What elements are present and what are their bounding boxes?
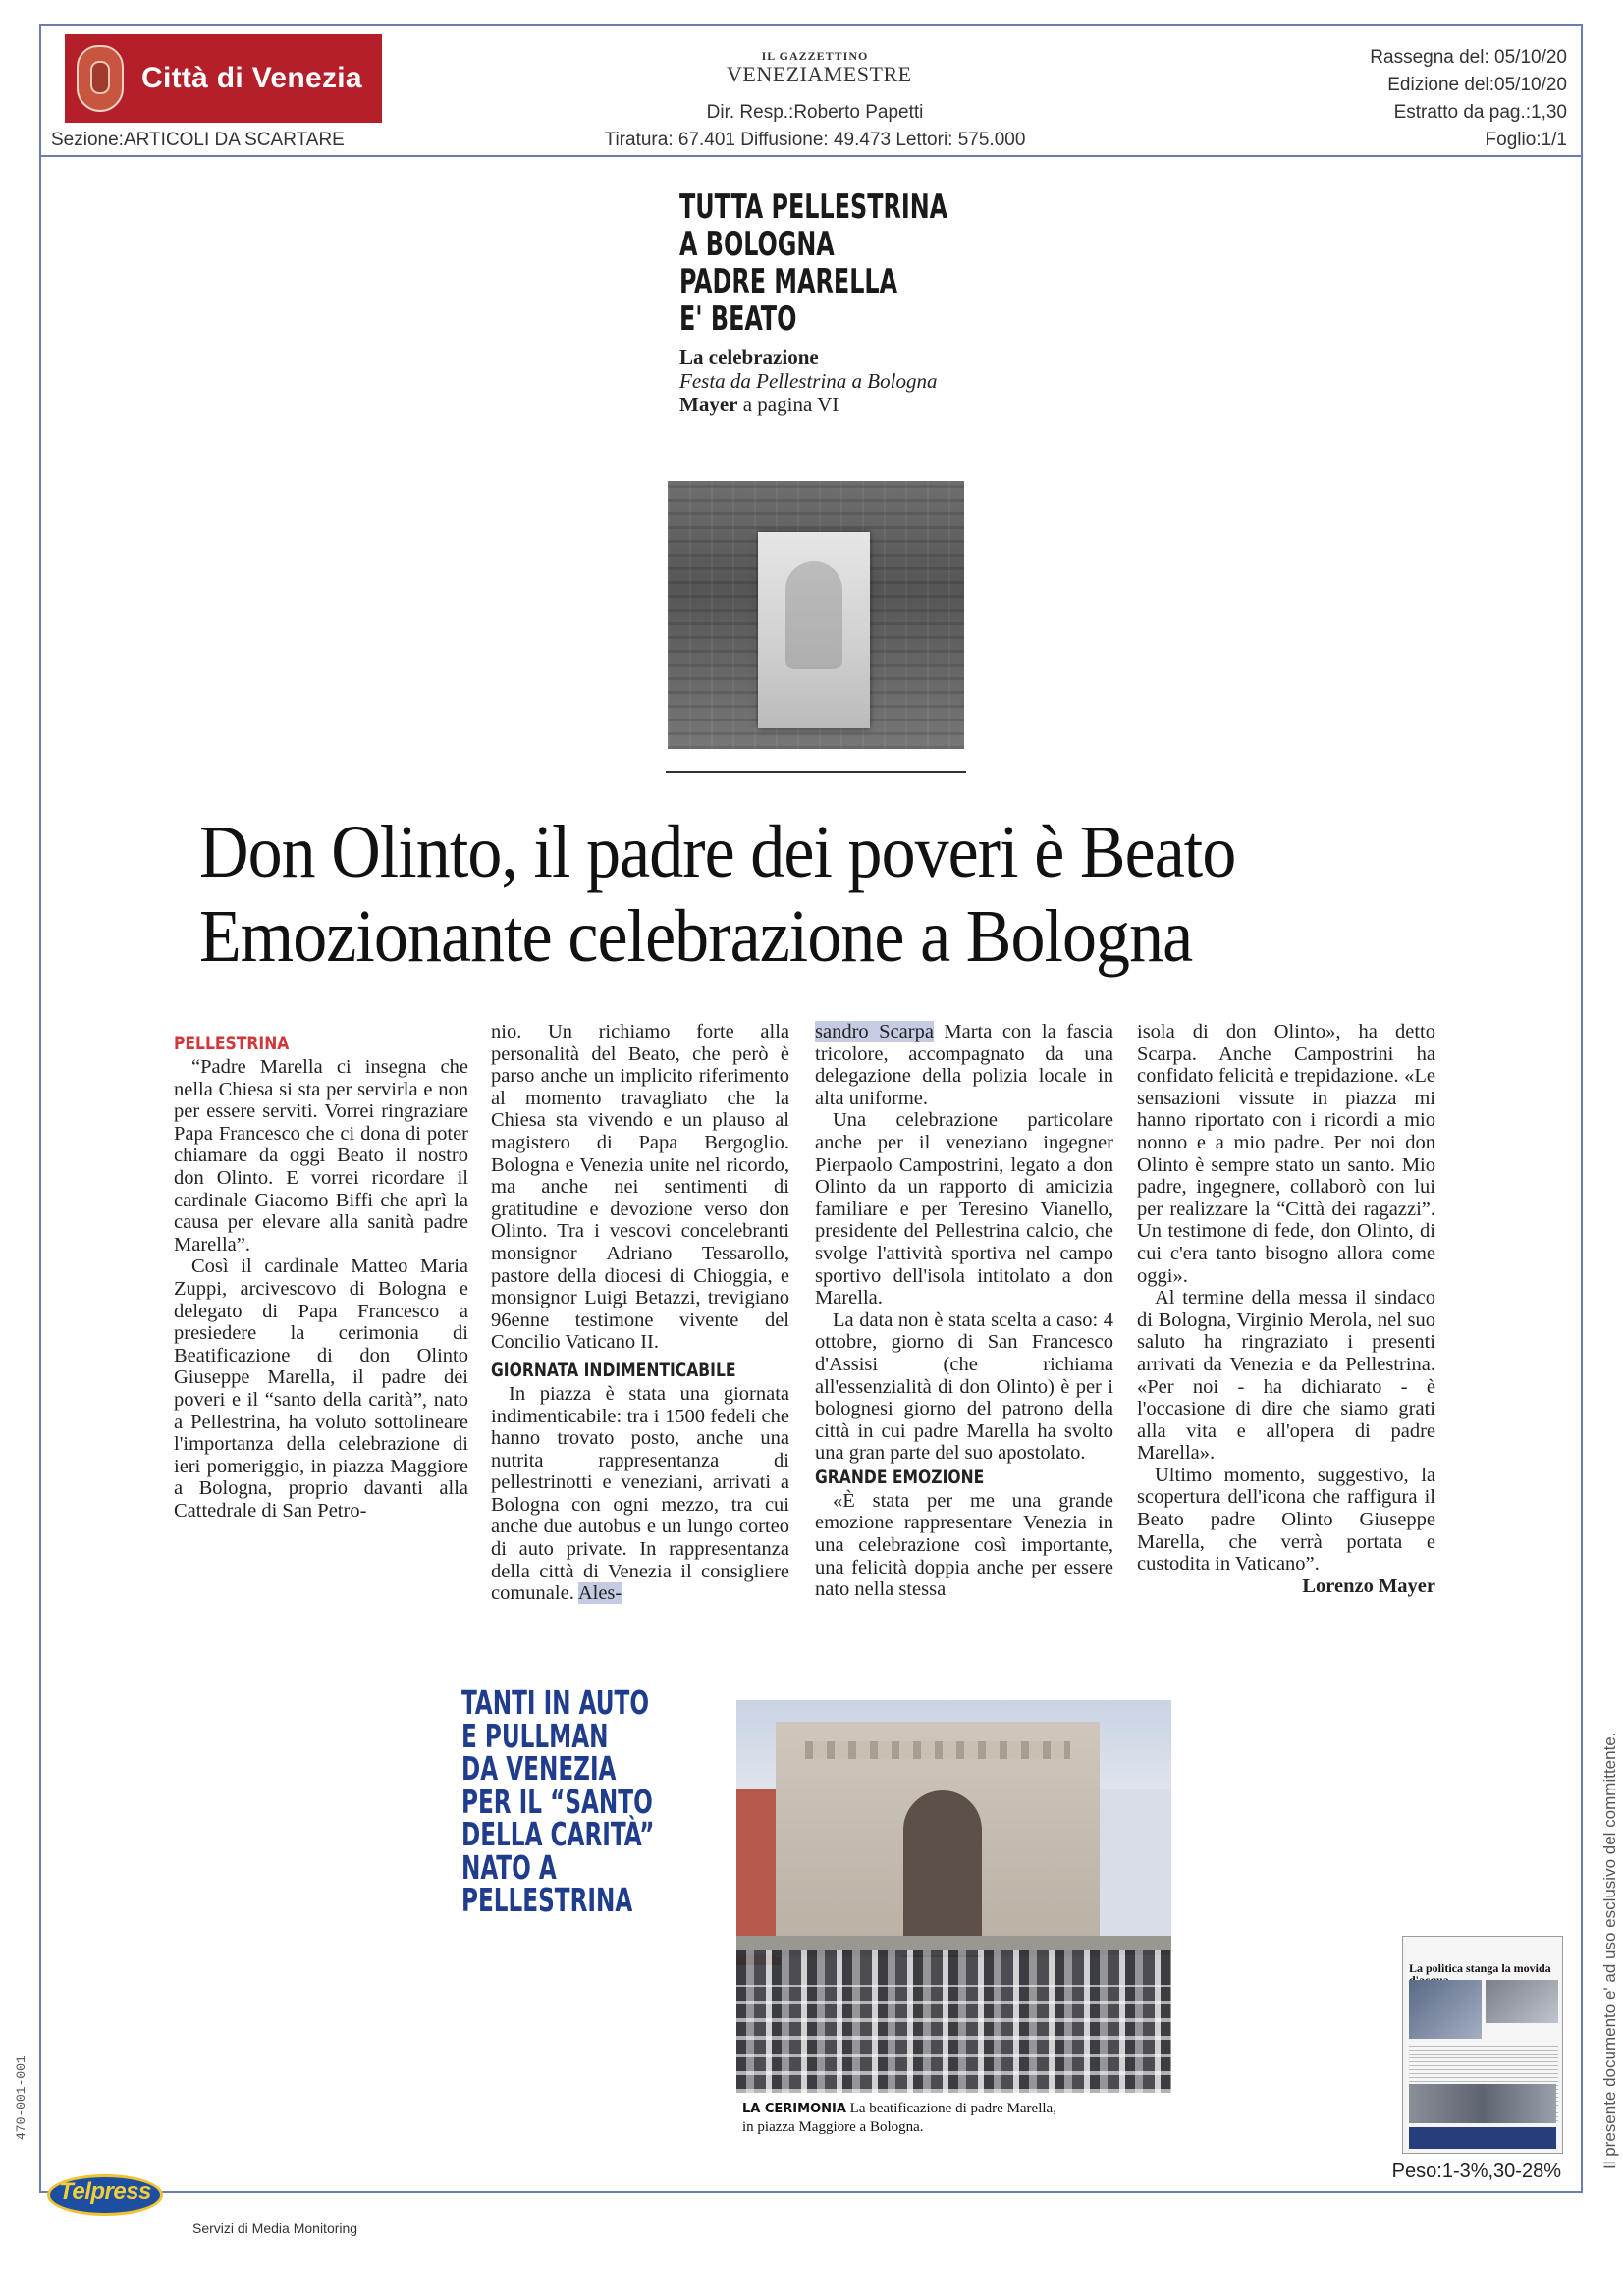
masthead-line1: IL GAZZETTINO [761,49,869,63]
pull-quote-line: DELLA CARITÀ” [461,1815,655,1853]
teaser-line: TUTTA PELLESTRINA [679,187,948,227]
director-text: Dir. Resp.:Roberto Papetti [706,102,924,123]
highlighted-name: Ales- [577,1582,622,1605]
section-heading: GRANDE EMOZIONE [815,1466,985,1488]
excerpt-pages: Estratto da pag.:1,30 [1393,102,1567,123]
section-heading: GIORNATA INDIMENTICABILE [491,1359,736,1381]
pull-quote [461,1683,776,1919]
tower-banner-photo [668,481,964,749]
paragraph: Così il cardinale Matteo Maria Zuppi, arcivescovo di Bologna e delegato di Papa Francesco a presiedere la cerimonia di Beatificazione di don Olinto Giuseppe Marella, il padre dei poveri e il “santo della carità”, nato a Pellestrina, ha voluto sottolineare l'importanza della celebrazione di ieri pomeriggio, in piazza Maggiore a Bologna, proprio davanti alla Cattedrale di San Petro- [174,1255,468,1522]
dateline: PELLESTRINA [174,1033,290,1054]
circulation-text: Tiratura: 67.401 Diffusione: 49.473 Lettori: 575.000 [604,130,1026,150]
article-column-1 [174,1031,468,1522]
teaser-rule [666,771,966,773]
teaser-line: E' BEATO [679,299,797,339]
portrait-banner [758,532,870,728]
newspaper-masthead [727,49,912,86]
pull-quote-line: DA VENEZIA [461,1749,617,1788]
thumbnail-headline: La politica stanga la movida [1409,1961,1551,1975]
headline-line1: Don Olinto, il padre dei poveri è Beato [199,811,1236,893]
teaser-page: a pagina VI [737,393,839,416]
headline [199,810,1235,979]
paragraph: sandro Scarpa Marta con la fascia tricolore, accompagnato da una delegazione della polizia locale in alta uniforme. [815,1021,1113,1109]
paragraph: “Padre Marella ci insegna che nella Chiesa si sta per servirla e non per essere serviti. Vorrei ringraziare Papa Francesco che ci dona di poter chiamare da oggi Beato il nostro don Olinto. E vorrei ricordare il cardinale Giacomo Biffi che aprì la causa per elevare alla sanità padre Marella”. [174,1056,468,1255]
weight-percent: Peso:1-3%,30-28% [1391,2161,1561,2182]
paragraph: Ultimo momento, suggestivo, la scopertura dell'icona che raffigura il Beato padre Olinto Giuseppe Marella, che verrà portata e custodita in Vaticano”. [1137,1464,1435,1575]
headline-line2: Emozionante celebrazione a Bologna [199,895,1193,978]
highlighted-name: sandro Scarpa [815,1021,934,1042]
sheet-number: Foglio:1/1 [1485,130,1567,150]
paragraph: «È stata per me una grande emozione rappresentare Venezia in una celebrazione così importante, una felicità doppia anche per essere nato nella stessa [815,1489,1113,1601]
page-thumbnail [1402,1936,1563,2154]
review-date: Rassegna del: 05/10/20 [1370,47,1567,68]
paragraph: In piazza è stata una giornata indimenticabile: tra i 1500 fedeli che hanno trovato posto, anche una nutrita rappresentanza di pellestrinotti e veneziani, arrivati a Bologna con ogni mezzo, tra cui anche due autobus e un lungo corteo di auto private. In rappresentanza della città di Venezia il consigliere comunale. Ales- [491,1382,789,1605]
pull-quote-line: E PULLMAN [461,1716,609,1755]
article-column-4 [1137,1021,1435,1597]
teaser-subhead: Festa da Pellestrina a Bologna [679,369,938,393]
teaser-line: A BOLOGNA [679,225,835,264]
teaser-subtitle [679,346,937,416]
header-divider [39,155,1583,157]
byline: Lorenzo Mayer [1302,1575,1435,1597]
caption-label: LA CERIMONIA [742,2102,846,2116]
citta-di-venezia-logo [65,34,382,123]
basilica-facade [776,1722,1100,1957]
article-column-3 [815,1021,1113,1601]
telpress-logo [47,2168,163,2219]
telpress-text: Telpress [59,2178,151,2205]
venice-crest-icon [77,45,124,112]
logo-text: Città di Venezia [141,62,362,94]
masthead-line2: VENEZIAMESTRE [727,62,912,86]
paragraph: isola di don Olinto», ha detto Scarpa. Anche Campostrini ha confidato felicità e trepidazione. «Le sensazioni vissute in piazza mi hanno riportato con i ricordi a mio nonno e a mio padre. Per noi don Olinto è sempre stato un santo. Mio padre, ingegnere, collaborò con lui per realizzare la “Città dei ragazzi”. Un testimone di fede, don Olinto, di cui c'era tanto bisogno allora come oggi». [1137,1021,1435,1287]
vertical-disclaimer: Il presente documento e' ad uso esclusivo del committente. [1600,1732,1619,2169]
pull-quote-line: TANTI IN AUTO [461,1683,650,1722]
paragraph: Al termine della messa il sindaco di Bologna, Virginio Merola, nel suo saluto ha ringraziato i presenti arrivati da Venezia e da Pellestrina. «Per noi - ha dichiarato - è l'occasione di dire che siamo grati alla vita e all'opera di padre Marella». [1137,1287,1435,1465]
photo-caption: LA CERIMONIA La beatificazione di padre Marella, in piazza Maggiore a Bologna. [742,2101,1056,2135]
media-monitoring-text: Servizi di Media Monitoring [192,2220,358,2236]
teaser-author: Mayer [679,393,738,416]
edition-date: Edizione del:05/10/20 [1387,75,1567,95]
teaser-title [679,188,1072,338]
article-column-2 [491,1021,789,1605]
pull-quote-line: PER IL “SANTO [461,1782,653,1821]
teaser-page-ref [679,393,937,416]
paragraph: nio. Un richiamo forte alla personalità del Beato, che però è parso anche un implicito riferimento al momento travagliato che la Chiesa sta vivendo e un plauso al magistero di Papa Bergoglio. Bologna e Venezia unite nel ricordo, ma anche nei sentimenti di gratitudine e devozione verso don Olinto. Tra i vescovi concelebranti monsignor Adriano Tessarollo, pastore della diocesi di Chioggia, e monsignor Luigi Betazzi, trevigiano 96enne testimone vivente del Concilio Vaticano II. [491,1021,789,1354]
ceremony-photo [736,1700,1171,2093]
teaser-label: La celebrazione [679,346,819,369]
document-code: 470-001-001 [14,2056,28,2140]
section-label: Sezione:ARTICOLI DA SCARTARE [51,130,345,150]
pull-quote-line: NATO A PELLESTRINA [461,1847,633,1919]
paragraph: Una celebrazione particolare anche per il veneziano ingegner Pierpaolo Campostrini, legato a don Olinto da un rapporto di amicizia familiare e per Teresino Vianello, presidente del Pellestrina calcio, che svolge l'attività sportiva nel campo sportivo dell'isola intitolato a don Marella. [815,1109,1113,1309]
teaser-line: PADRE MARELLA [679,262,898,301]
paragraph: La data non è stata scelta a caso: 4 ottobre, giorno di San Francesco d'Assisi (che richiama all'essenzialità di don Olinto) è per i bolognesi giorno del patrono della città in cui padre Marella ha svolto una gran parte del suo apostolato. [815,1308,1113,1465]
